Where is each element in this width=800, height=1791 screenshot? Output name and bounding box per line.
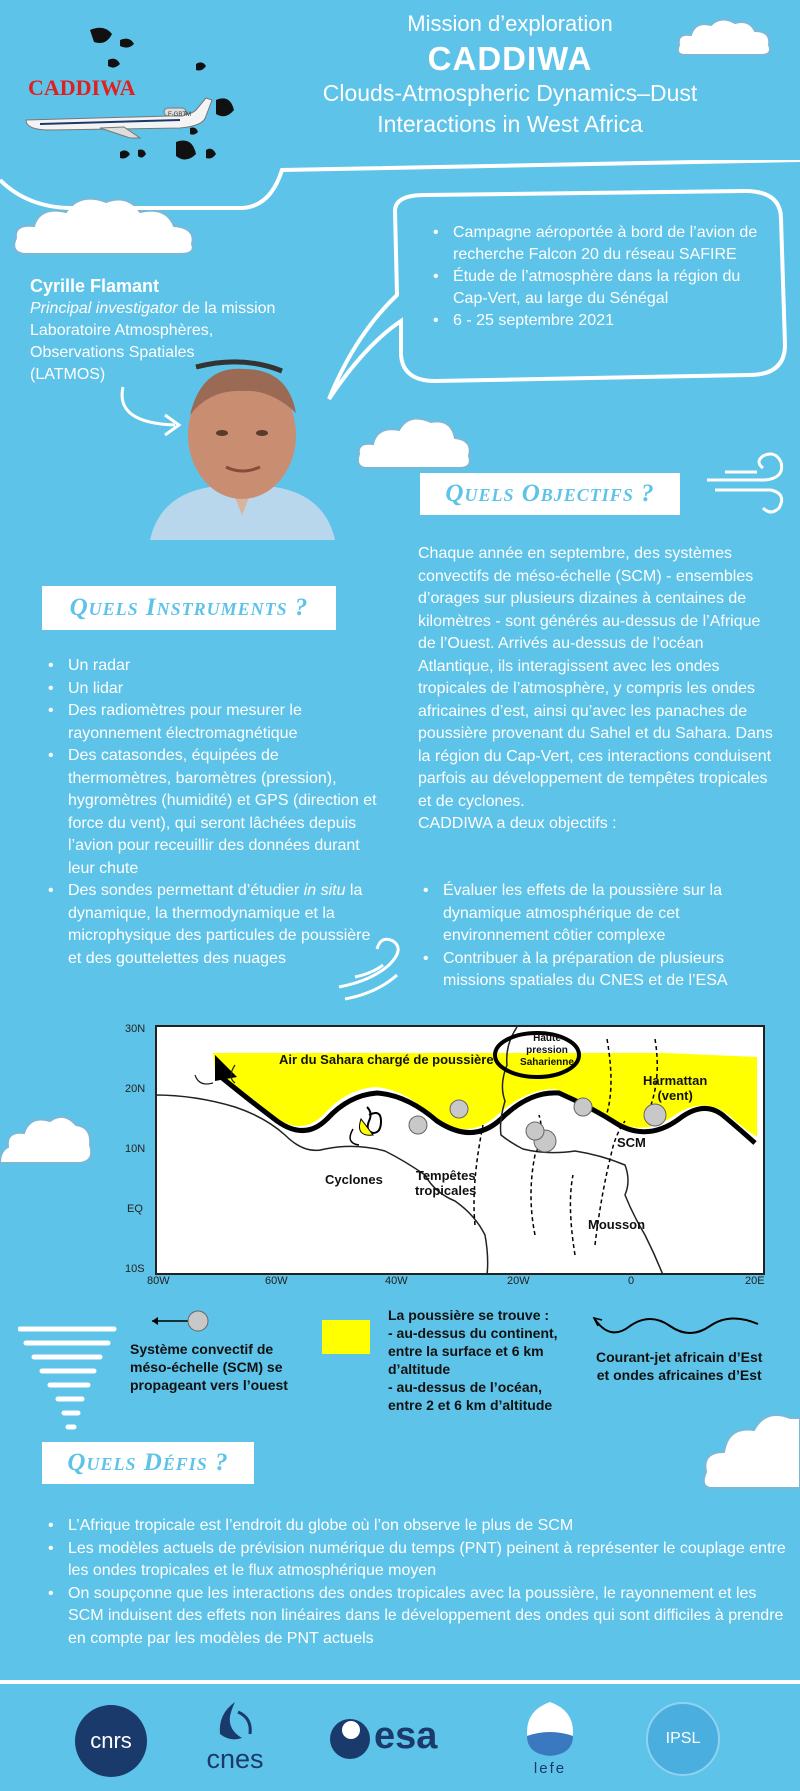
- cloud-icon: [355, 410, 475, 475]
- instruments-list: [40, 655, 382, 970]
- list-item: • Un lidar: [40, 678, 382, 701]
- lon-label: 0: [628, 1275, 635, 1287]
- lefe-logo: [520, 1700, 580, 1785]
- header-line-1: Mission d’exploration: [407, 11, 613, 36]
- cnes-logo: [190, 1700, 280, 1780]
- list-item: • Un radar: [40, 655, 382, 678]
- objectifs-lead: CADDIWA a deux objectifs :: [418, 815, 617, 832]
- lat-label: 20N: [125, 1083, 146, 1095]
- esa-logo: [330, 1715, 455, 1765]
- wind-icon: [705, 450, 790, 520]
- list-item: • Contribuer à la préparation de plusieurs missions spatiales du CNES et de l’ESA: [415, 948, 780, 993]
- legend-dust-line: entre 2 et 6 km d’altitude: [388, 1397, 553, 1413]
- ipsl-logo: [646, 1702, 720, 1776]
- legend-scm-2: méso-échelle (SCM) se: [130, 1359, 283, 1375]
- map-high-1: Haute: [533, 1033, 561, 1044]
- jet-legend-icon: [592, 1308, 762, 1340]
- map-monsoon-label: Mousson: [588, 1217, 646, 1232]
- plane-registration: F-GBTM: [168, 112, 191, 118]
- cnes-emblem-icon: [212, 1700, 258, 1744]
- map-scm-label: SCM: [617, 1135, 646, 1150]
- map-high-pressure-label: [517, 1033, 577, 1069]
- pi-lab-2: Observations Spatiales: [30, 344, 195, 361]
- lon-label: 20W: [507, 1275, 530, 1287]
- lat-label: 10N: [125, 1143, 146, 1155]
- legend-dust-line: - au-dessus du continent,: [388, 1325, 558, 1341]
- cloud-icon: [0, 1105, 95, 1170]
- legend-scm: [130, 1340, 288, 1394]
- ipsl-logo-text: IPSL: [665, 1730, 701, 1747]
- list-item: • Des catasondes, équipées de thermomètres, baromètres (pression), hygromètres (humidité) et GPS (direction et force du vent), qui seront lâchées depuis l’avion pour receuillir des données durant leur chute: [40, 745, 382, 880]
- map-storms-2: tropicales: [415, 1183, 477, 1198]
- map-high-2: pression: [526, 1045, 568, 1056]
- defis-list: [40, 1515, 790, 1650]
- lat-label: 30N: [125, 1023, 146, 1035]
- map-storms-1: Tempêtes: [415, 1168, 476, 1183]
- list-item: • Les modèles actuels de prévision numérique du temps (PNT) peinent à représenter le couplage entre les ondes tropicales et le flux atmosphérique moyen: [40, 1538, 790, 1583]
- legend-dust-line: La poussière se trouve :: [388, 1307, 550, 1323]
- header-line-4: Interactions in West Africa: [377, 111, 643, 137]
- lon-label: 40W: [385, 1275, 408, 1287]
- pi-lab-1: Laboratoire Atmosphères,: [30, 322, 214, 339]
- legend-dust-line: d’altitude: [388, 1361, 451, 1377]
- objectifs-paragraph: Chaque année en septembre, des systèmes convectifs de méso-échelle (SCM) - ensembles d’orages sur plusieurs dizaines à centaines de kilomètres - sont générés au-dessus de l’Afrique de l’Ouest. Arrivés au-dessus de l’océan Atlantique, ils interagissent avec les ondes tropicales de l’atmosphère, y compris les ondes africaines d’est, ainsi qu’avec les panaches de poussière provenant du Sahel et du Sahara. Dans la région du Cap-Vert, ces interactions conduisent parfois au développement de tempêtes tropicales et de cyclones.: [418, 545, 773, 810]
- objectifs-text: [418, 543, 780, 836]
- map-cyclones-label: Cyclones: [325, 1172, 383, 1187]
- legend-dust-line: entre la surface et 6 km: [388, 1343, 544, 1359]
- lon-label: 60W: [265, 1275, 288, 1287]
- list-item: • Des radiomètres pour mesurer le rayonnement électromagnétique: [40, 700, 382, 745]
- lat-label: 10S: [125, 1263, 145, 1275]
- legend-dust-swatch: [322, 1320, 370, 1354]
- bubble-list: [425, 222, 760, 332]
- pi-role-italic: Principal investigator: [30, 300, 178, 317]
- pi-lab-3: (LATMOS): [30, 366, 106, 383]
- lefe-emblem-icon: [525, 1700, 575, 1758]
- map-dust-label: Air du Sahara chargé de poussière: [279, 1052, 494, 1067]
- legend-jet-2: et ondes africaines d’Est: [596, 1367, 762, 1383]
- pi-photo: [150, 355, 335, 540]
- objectifs-list: [415, 880, 780, 993]
- legend-scm-1: Système convectif de: [130, 1341, 274, 1357]
- lon-label: 20E: [745, 1275, 765, 1287]
- scm-legend-icon: [150, 1308, 212, 1334]
- map-harmattan-1: Harmattan: [643, 1073, 708, 1088]
- instruments-title: Quels Instruments ?: [42, 586, 336, 630]
- map-storms-label: [415, 1168, 476, 1198]
- list-item: • Évaluer les effets de la poussière sur la dynamique atmosphérique de cet environnement côtier complexe: [415, 880, 780, 948]
- esa-logo-text: esa: [374, 1715, 438, 1757]
- list-item: • Étude de l’atmosphère dans la région du Cap-Vert, au large du Sénégal: [425, 266, 760, 310]
- header-title-block: [270, 8, 750, 140]
- cnes-logo-text: cnes: [206, 1744, 264, 1774]
- logo-text: CADDIWA: [28, 75, 136, 100]
- esa-emblem-e: [342, 1721, 360, 1739]
- instrument-last-italic: in situ: [303, 882, 346, 899]
- map-high-3: Saharienne: [520, 1057, 574, 1068]
- pi-role: [30, 298, 330, 320]
- lon-label: 80W: [147, 1275, 170, 1287]
- caddiwa-logo: [20, 20, 250, 170]
- list-item: • Campagne aéroportée à bord de l’avion de recherche Falcon 20 du réseau SAFIRE: [425, 222, 760, 266]
- lat-label: EQ: [127, 1203, 143, 1215]
- list-item: • 6 - 25 septembre 2021: [425, 310, 760, 332]
- list-item: [40, 880, 382, 970]
- page-title: CADDIWA: [427, 40, 593, 77]
- map-harmattan-2: (vent): [657, 1088, 693, 1103]
- instrument-last-pre: Des sondes permettant d’étudier: [68, 882, 304, 899]
- objectifs-title: Quels Objectifs ?: [420, 473, 680, 515]
- cnrs-logo: [75, 1705, 147, 1777]
- list-item: • L’Afrique tropicale est l’endroit du globe où l’on observe le plus de SCM: [40, 1515, 790, 1538]
- legend-scm-3: propageant vers l’ouest: [130, 1377, 288, 1393]
- defis-title: Quels Défis ?: [42, 1442, 254, 1484]
- legend-dust-line: - au-dessus de l’océan,: [388, 1379, 543, 1395]
- legend-dust: [388, 1306, 558, 1414]
- pi-name: Cyrille Flamant: [30, 276, 160, 296]
- legend-jet: [596, 1348, 762, 1384]
- list-item: • On soupçonne que les interactions des ondes tropicales avec la poussière, le rayonnement et les SCM induisent des effets non linéaires dans le développement des ondes qui sont difficiles à prendre en compte par les modèles de PNT actuels: [40, 1583, 790, 1651]
- legend-jet-1: Courant-jet africain d’Est: [596, 1349, 763, 1365]
- cloud-icon: [700, 1400, 800, 1495]
- lefe-logo-text: lefe: [533, 1760, 567, 1777]
- map-figure: [125, 1005, 780, 1295]
- cnrs-logo-text: cnrs: [90, 1728, 132, 1753]
- map-harmattan-label: [643, 1073, 707, 1103]
- instrument-last-post: la dynamique, la thermodynamique et la microphysique des particules de poussière et des gouttelettes des nuages: [68, 882, 371, 967]
- footer-divider: [0, 1680, 800, 1684]
- pi-role-rest: de la mission: [177, 300, 276, 317]
- header-line-3: Clouds-Atmospheric Dynamics–Dust: [322, 80, 698, 106]
- tornado-icon: [18, 1325, 118, 1435]
